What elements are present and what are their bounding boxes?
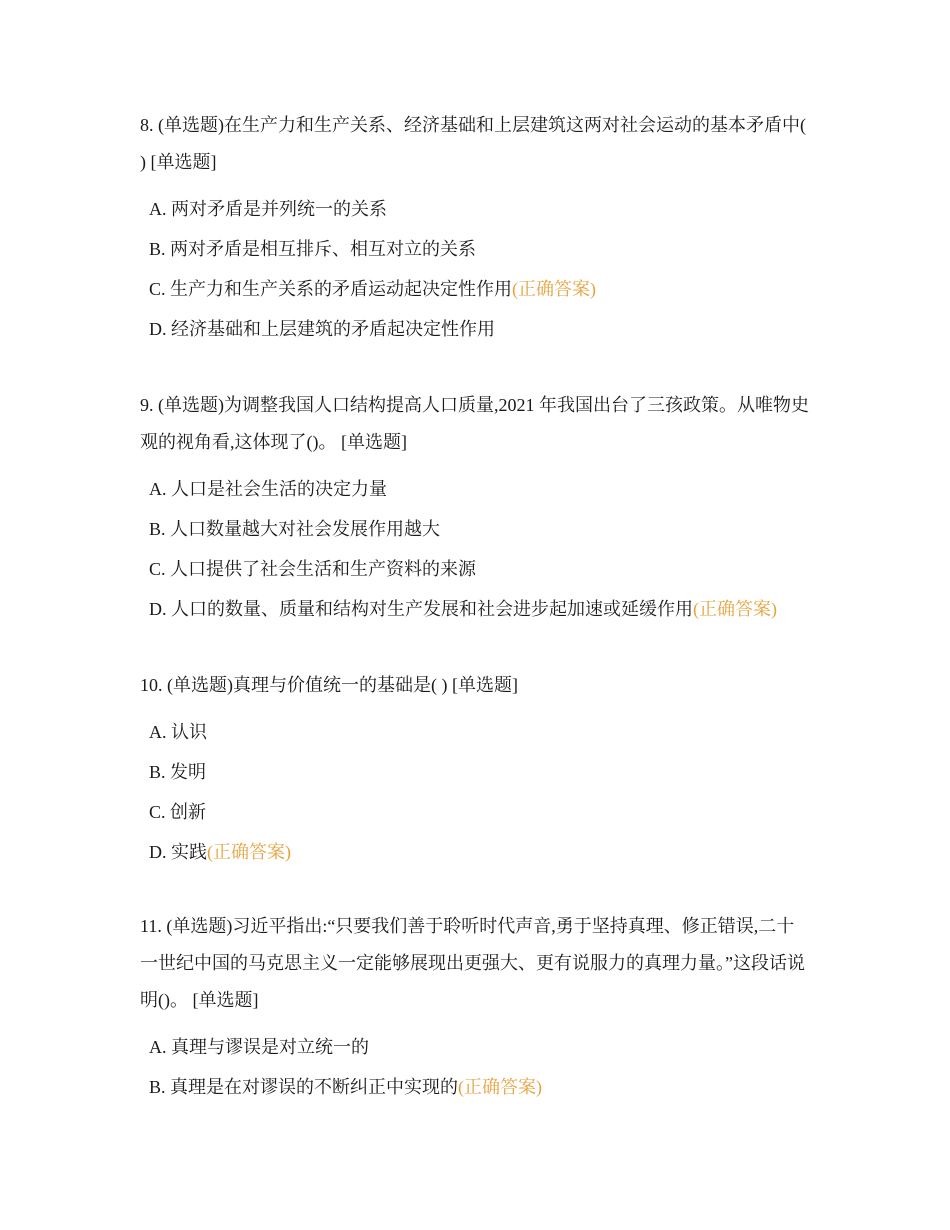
option-label: C. 创新: [149, 802, 207, 822]
option-label: A. 真理与谬误是对立统一的: [149, 1037, 369, 1057]
correct-answer-tag: (正确答案): [693, 599, 777, 619]
question-stem: 10. (单选题)真理与价值统一的基础是( ) [单选题]: [140, 675, 518, 695]
option-b: [140, 752, 810, 792]
option-label: A. 认识: [149, 722, 207, 742]
option-label: B. 发明: [149, 762, 207, 782]
option-label: A. 人口是社会生活的决定力量: [149, 479, 387, 499]
option-label: C. 生产力和生产关系的矛盾运动起决定性作用: [149, 279, 513, 299]
option-a: [140, 712, 810, 752]
option-d: [140, 589, 810, 629]
option-a: [140, 1027, 810, 1067]
option-b: [140, 1067, 810, 1107]
option-list: [140, 189, 810, 349]
option-label: A. 两对矛盾是并列统一的关系: [149, 199, 387, 219]
question-8: [140, 107, 810, 349]
option-b: [140, 229, 810, 269]
option-list: [140, 1027, 810, 1107]
question-11: [140, 908, 810, 1107]
option-a: [140, 189, 810, 229]
option-a: [140, 469, 810, 509]
option-label: C. 人口提供了社会生活和生产资料的来源: [149, 559, 477, 579]
option-c: [140, 549, 810, 589]
option-list: [140, 712, 810, 872]
option-d: [140, 309, 810, 349]
question-stem: 8. (单选题)在生产力和生产关系、经济基础和上层建筑这两对社会运动的基本矛盾中( ) [单选题]: [140, 115, 806, 172]
question-stem: 11. (单选题)习近平指出:“只要我们善于聆听时代声音,勇于坚持真理、修正错误,二十一世纪中国的马克思主义一定能够展现出更强大、更有说服力的真理力量。”这段话说明()。 [单选题]: [140, 916, 805, 1010]
option-label: B. 两对矛盾是相互排斥、相互对立的关系: [149, 239, 477, 259]
option-label: D. 人口的数量、质量和结构对生产发展和社会进步起加速或延缓作用: [149, 599, 693, 619]
option-label: B. 人口数量越大对社会发展作用越大: [149, 519, 441, 539]
option-list: [140, 469, 810, 629]
option-b: [140, 509, 810, 549]
option-label: D. 实践: [149, 842, 207, 862]
correct-answer-tag: (正确答案): [207, 842, 291, 862]
correct-answer-tag: (正确答案): [458, 1077, 543, 1097]
option-label: B. 真理是在对谬误的不断纠正中实现的: [149, 1077, 459, 1097]
option-c: [140, 269, 810, 309]
question-stem: 9. (单选题)为调整我国人口结构提高人口质量,2021 年我国出台了三孩政策。从唯物史观的视角看,这体现了()。 [单选题]: [140, 395, 809, 452]
option-d: [140, 832, 810, 872]
option-label: D. 经济基础和上层建筑的矛盾起决定性作用: [149, 319, 495, 339]
question-10: [140, 667, 810, 872]
correct-answer-tag: (正确答案): [512, 279, 597, 299]
option-c: [140, 792, 810, 832]
question-9: [140, 387, 810, 629]
